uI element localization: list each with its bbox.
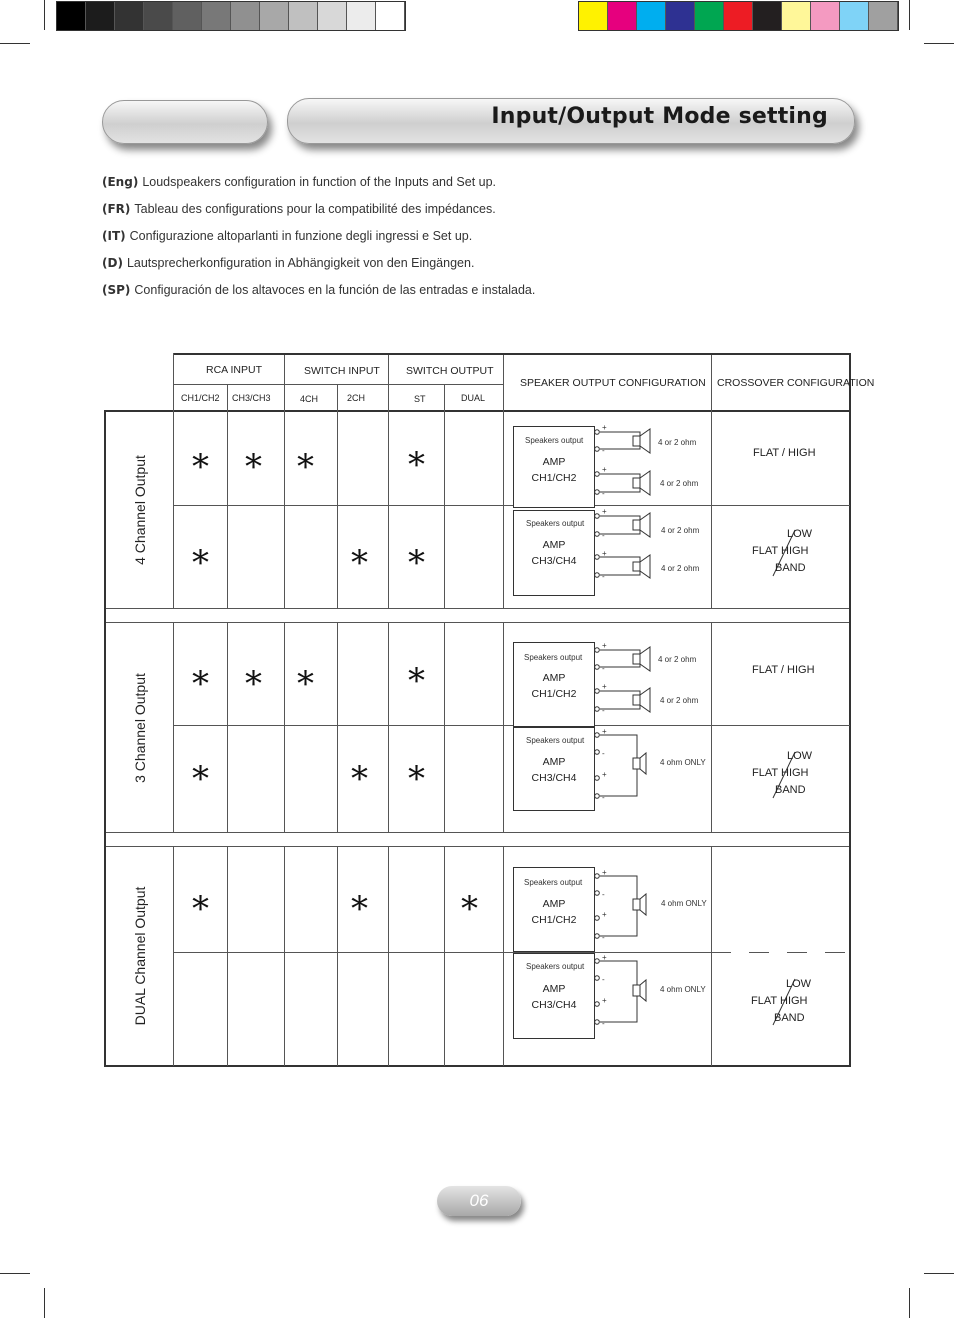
crossover-low: LOW [787, 750, 813, 762]
impedance-label: 4 ohm ONLY [661, 899, 707, 908]
crossover-flat: FLAT [752, 545, 779, 557]
minus-sign: - [602, 572, 605, 581]
section-label: 4 Channel Output [131, 455, 148, 565]
selection-mark: * [408, 759, 425, 799]
impedance-label: 4 ohm ONLY [660, 985, 706, 994]
minus-sign: - [602, 890, 605, 899]
crossover-band: BAND [774, 1012, 805, 1024]
section-label: 3 Channel Output [131, 672, 148, 783]
minus-sign: - [602, 749, 605, 758]
impedance-label: 4 or 2 ohm [661, 564, 700, 573]
impedance-label: 4 ohm ONLY [660, 758, 706, 767]
minus-sign: - [602, 706, 605, 715]
plus-sign: + [602, 868, 607, 877]
crossover-low: LOW [787, 528, 813, 540]
amp-box-ch12: Speakers output AMP CH1/CH2 [513, 642, 595, 727]
selection-mark: * [351, 889, 368, 929]
selection-mark: * [408, 543, 425, 583]
page-title: Input/Output Mode setting [491, 104, 828, 129]
minus-sign: - [602, 531, 605, 540]
selection-mark: * [192, 759, 209, 799]
crossover-header: CROSSOVER CONFIGURATION [717, 377, 875, 389]
amp-box-ch12: Speakers output AMP CH1/CH2 [513, 867, 595, 952]
minus-sign: - [602, 446, 605, 455]
amp-box-ch34: Speakers output AMP CH3/CH4 [513, 953, 595, 1039]
intro-line-sp: (SP) Configuración de los altavoces en la función de las entradas e instalada. [102, 283, 536, 297]
impedance-label: 4 or 2 ohm [658, 655, 697, 664]
selection-mark: * [192, 447, 209, 487]
switch-output-header: SWITCH OUTPUT [406, 365, 494, 377]
crossover-band: BAND [775, 562, 806, 574]
plus-sign: + [602, 953, 607, 962]
crossover-band: BAND [775, 784, 806, 796]
selection-mark: * [297, 447, 314, 487]
impedance-label: 4 or 2 ohm [658, 438, 697, 447]
speaker-output-header: SPEAKER OUTPUT CONFIGURATION [520, 377, 706, 389]
selection-mark: * [351, 543, 368, 583]
minus-sign: - [602, 1019, 605, 1028]
page-number: 06 [437, 1186, 521, 1216]
crossover-flat-high: FLAT / HIGH [752, 664, 815, 676]
selection-mark: * [192, 664, 209, 704]
plus-sign: + [602, 465, 607, 474]
col-2ch: 2CH [347, 393, 366, 403]
col-ch3ch3: CH3/CH3 [232, 393, 271, 403]
amp-box-ch12: Speakers output AMP CH1/CH2 [513, 426, 595, 508]
crossover-high: HIGH [780, 995, 808, 1007]
plus-sign: + [602, 507, 607, 516]
selection-mark: * [192, 543, 209, 583]
impedance-label: 4 or 2 ohm [660, 696, 699, 705]
crossover-flat: FLAT [751, 995, 778, 1007]
selection-mark: * [461, 889, 478, 929]
selection-mark: * [245, 664, 262, 704]
crossover-flat-high: FLAT / HIGH [753, 447, 816, 459]
col-dual: DUAL [461, 393, 486, 403]
plus-sign: + [602, 770, 607, 779]
col-ch1ch2: CH1/CH2 [181, 393, 220, 403]
crossover-high: HIGH [781, 767, 809, 779]
plus-sign: + [602, 641, 607, 650]
amp-box-ch34: Speakers output AMP CH3/CH4 [513, 510, 595, 596]
crossover-flat: FLAT [752, 767, 779, 779]
switch-input-header: SWITCH INPUT [304, 365, 380, 377]
intro-line-eng: (Eng) Loudspeakers configuration in function of the Inputs and Set up. [102, 175, 497, 189]
selection-mark: * [245, 447, 262, 487]
crossover-low: LOW [786, 978, 812, 990]
section-label: DUAL Channel Output [131, 886, 148, 1026]
selection-mark: * [408, 661, 425, 701]
minus-sign: - [602, 975, 605, 984]
plus-sign: + [602, 682, 607, 691]
selection-mark: * [297, 664, 314, 704]
intro-line-fr: (FR) Tableau des configurations pour la compatibilité des impédances. [102, 202, 496, 216]
minus-sign: - [602, 793, 605, 802]
plus-sign: + [602, 910, 607, 919]
amp-box-ch34: Speakers output AMP CH3/CH4 [513, 727, 595, 811]
selection-mark: * [408, 445, 425, 485]
selection-mark: * [351, 759, 368, 799]
minus-sign: - [602, 489, 605, 498]
plus-sign: + [602, 727, 607, 736]
impedance-label: 4 or 2 ohm [660, 479, 699, 488]
col-st: ST [414, 394, 426, 404]
minus-sign: - [602, 933, 605, 942]
plus-sign: + [602, 423, 607, 432]
intro-line-it: (IT) Configurazione altoparlanti in funzione degli ingressi e Set up. [102, 229, 473, 243]
rca-input-header: RCA INPUT [206, 364, 263, 376]
impedance-label: 4 or 2 ohm [661, 526, 700, 535]
minus-sign: - [602, 664, 605, 673]
crossover-high: HIGH [781, 545, 809, 557]
col-4ch: 4CH [300, 394, 319, 404]
selection-mark: * [192, 889, 209, 929]
plus-sign: + [602, 996, 607, 1005]
intro-line-d: (D) Lautsprecherkonfiguration in Abhängigkeit von den Eingängen. [102, 256, 475, 270]
plus-sign: + [602, 549, 607, 558]
